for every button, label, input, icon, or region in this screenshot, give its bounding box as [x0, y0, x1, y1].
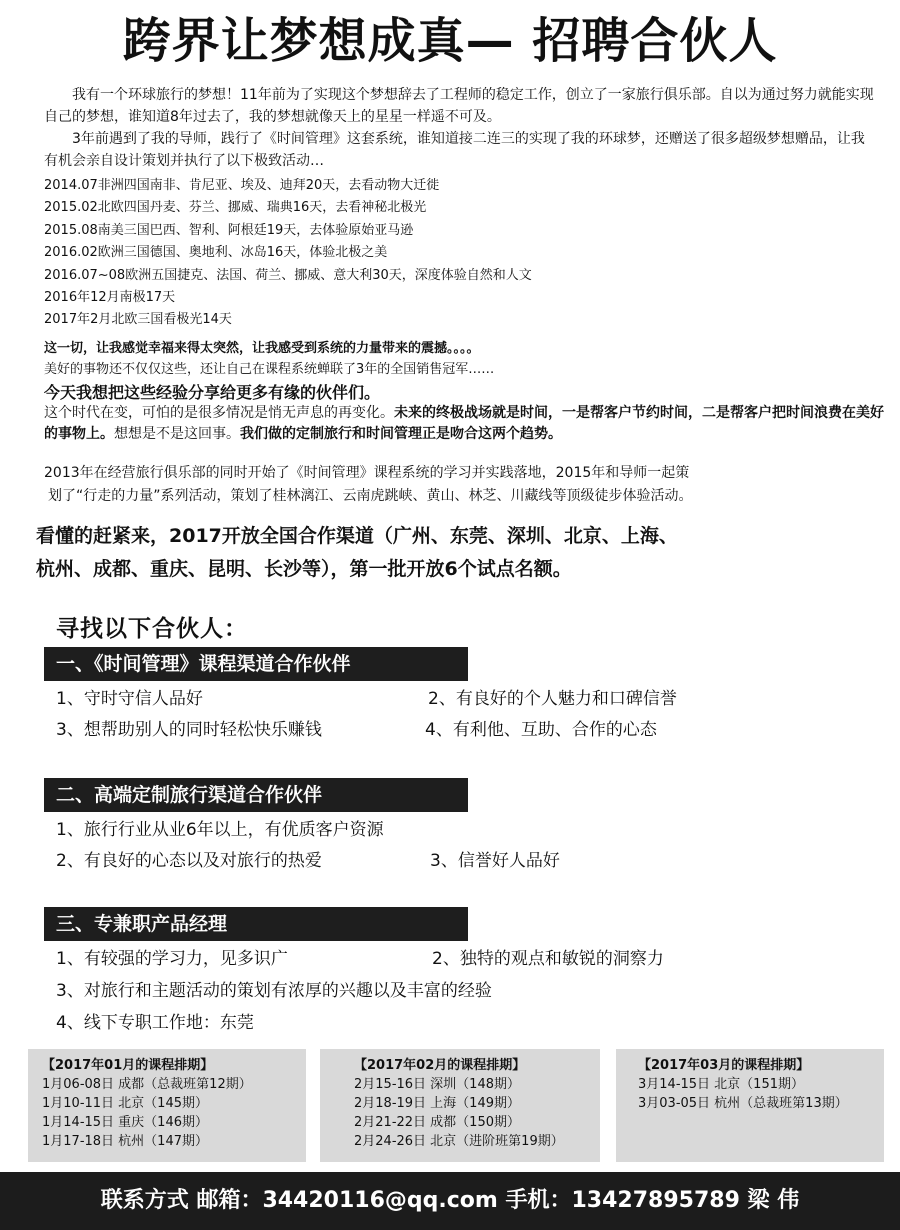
partner-3-title-bar: 三、专兼职产品经理 — [44, 907, 468, 941]
trip-item: 2015.08南美三国巴西、智利、阿根廷19天，去体验原始亚马逊 — [44, 222, 414, 238]
partner-1-req: 4、有利他、互助、合作的心态 — [425, 720, 657, 740]
history-paragraph — [44, 462, 894, 508]
schedule-header: 【2017年02月的课程排期】 — [354, 1058, 526, 1073]
partner-1-title-bar: 一、《时间管理》课程渠道合作伙伴 — [44, 647, 468, 681]
schedule-item: 1月10-11日 北京（145期） — [42, 1096, 208, 1111]
story-line-3: 今天我想把这些经验分享给更多有缘的伙伴们。 — [44, 383, 381, 402]
callout-line-1: 看懂的赶紧来，2017开放全国合作渠道（广州、东莞、深圳、北京、上海、 — [36, 525, 678, 547]
schedule-item: 2月21-22日 成都（150期） — [354, 1115, 520, 1130]
trip-item: 2016.02欧洲三国德国、奥地利、冰岛16天，体验北极之美 — [44, 245, 388, 261]
partner-2-req: 2、有良好的心态以及对旅行的热爱 — [56, 851, 322, 871]
schedule-item: 2月24-26日 北京（进阶班第19期） — [354, 1134, 564, 1149]
trip-item: 2014.07非洲四国南非、肯尼亚、埃及、迪拜20天，去看动物大迁徙 — [44, 178, 440, 193]
trip-item: 2016年12月南极17天 — [44, 290, 176, 306]
partner-3-req: 1、有较强的学习力，见多识广 — [56, 949, 288, 969]
story-line-1: 这一切，让我感觉幸福来得太突然，让我感受到系统的力量带来的震撼。。。。 — [44, 341, 480, 356]
schedule-item: 3月14-15日 北京（151期） — [638, 1077, 804, 1092]
intro-section — [44, 84, 874, 172]
partner-3-req: 3、对旅行和主题活动的策划有浓厚的兴趣以及丰富的经验 — [56, 981, 492, 1001]
intro-paragraph-1: 我有一个环球旅行的梦想！11年前为了实现这个梦想辞去了工程师的稳定工作，创立了一家旅行俱乐部。自以为通过努力就能实现自己的梦想，谁知道8年过去了，我的梦想就像天上的星星一样遥不可及。 — [44, 87, 874, 125]
schedule-item: 1月14-15日 重庆（146期） — [42, 1115, 208, 1130]
schedule-item: 2月15-16日 深圳（148期） — [354, 1077, 520, 1092]
partner-1-req: 3、想帮助别人的同时轻松快乐赚钱 — [56, 720, 322, 740]
callout-line-2: 杭州、成都、重庆、昆明、长沙等），第一批开放6个试点名额。 — [36, 558, 572, 580]
schedule-item: 3月03-05日 杭州（总裁班第13期） — [638, 1096, 848, 1111]
schedule-item: 2月18-19日 上海（149期） — [354, 1096, 520, 1111]
schedule-box-february — [320, 1049, 600, 1162]
partner-1-req: 2、有良好的个人魅力和口碑信誉 — [428, 689, 677, 709]
story-line-4c: 想想是不是这回事。 — [114, 426, 240, 442]
schedule-header: 【2017年03月的课程排期】 — [638, 1058, 810, 1073]
trip-list — [44, 175, 532, 332]
story-line-4 — [44, 403, 884, 445]
story-line-2: 美好的事物还不仅仅这些，还让自己在课程系统蝉联了3年的全国销售冠军…… — [44, 362, 495, 377]
partner-2-req: 3、信誉好人品好 — [430, 851, 560, 871]
partner-heading: 寻找以下合伙人： — [56, 616, 248, 642]
trip-item: 2017年2月北欧三国看极光14天 — [44, 312, 232, 328]
intro-paragraph-2: 3年前遇到了我的导师，践行了《时间管理》这套系统，谁知道接二连三的实现了我的环球梦，还赠送了很多超级梦想赠品，让我有机会亲自设计策划并执行了以下极致活动… — [44, 131, 865, 169]
story-line-4d: 我们做的定制旅行和时间管理正是吻合这两个趋势。 — [240, 426, 562, 442]
callout-text — [36, 520, 876, 586]
trip-item: 2015.02北欧四国丹麦、芬兰、挪威、瑞典16天，去看神秘北极光 — [44, 200, 427, 216]
history-line-2: 划了“行走的力量”系列活动，策划了桂林漓江、云南虎跳峡、黄山、林芝、川藏线等顶级徒步体验活动。 — [48, 488, 693, 504]
schedule-item: 1月17-18日 杭州（147期） — [42, 1134, 208, 1149]
schedule-header: 【2017年01月的课程排期】 — [42, 1058, 214, 1073]
partner-3-req: 2、独特的观点和敏锐的洞察力 — [432, 949, 664, 969]
history-line-1: 2013年在经营旅行俱乐部的同时开始了《时间管理》课程系统的学习并实践落地，2015年和导师一起策 — [44, 465, 690, 481]
partner-2-title-bar: 二、高端定制旅行渠道合作伙伴 — [44, 778, 468, 812]
partner-1-req: 1、守时守信人品好 — [56, 689, 203, 709]
story-section — [44, 338, 884, 445]
schedule-box-january — [28, 1049, 306, 1162]
schedule-item: 1月06-08日 成都（总裁班第12期） — [42, 1077, 252, 1092]
schedule-box-march — [616, 1049, 884, 1162]
contact-footer: 联系方式 邮箱：34420116@qq.com 手机：13427895789 梁 伟 — [0, 1172, 900, 1230]
story-line-4b: 未来的终极战场就是时间，一是帮客户节约时间，二是帮客户把时间浪费在美好的事物上。 — [44, 405, 884, 442]
partner-3-req: 4、线下专职工作地：东莞 — [56, 1013, 254, 1033]
trip-item: 2016.07~08欧洲五国捷克、法国、荷兰、挪威、意大利30天，深度体验自然和人文 — [44, 267, 532, 283]
story-line-4a: 这个时代在变，可怕的是很多情况是悄无声息的再变化。 — [44, 405, 394, 421]
partner-2-req: 1、旅行行业从业6年以上，有优质客户资源 — [56, 820, 384, 840]
page-title: 跨界让梦想成真— 招聘合伙人 — [122, 13, 778, 69]
